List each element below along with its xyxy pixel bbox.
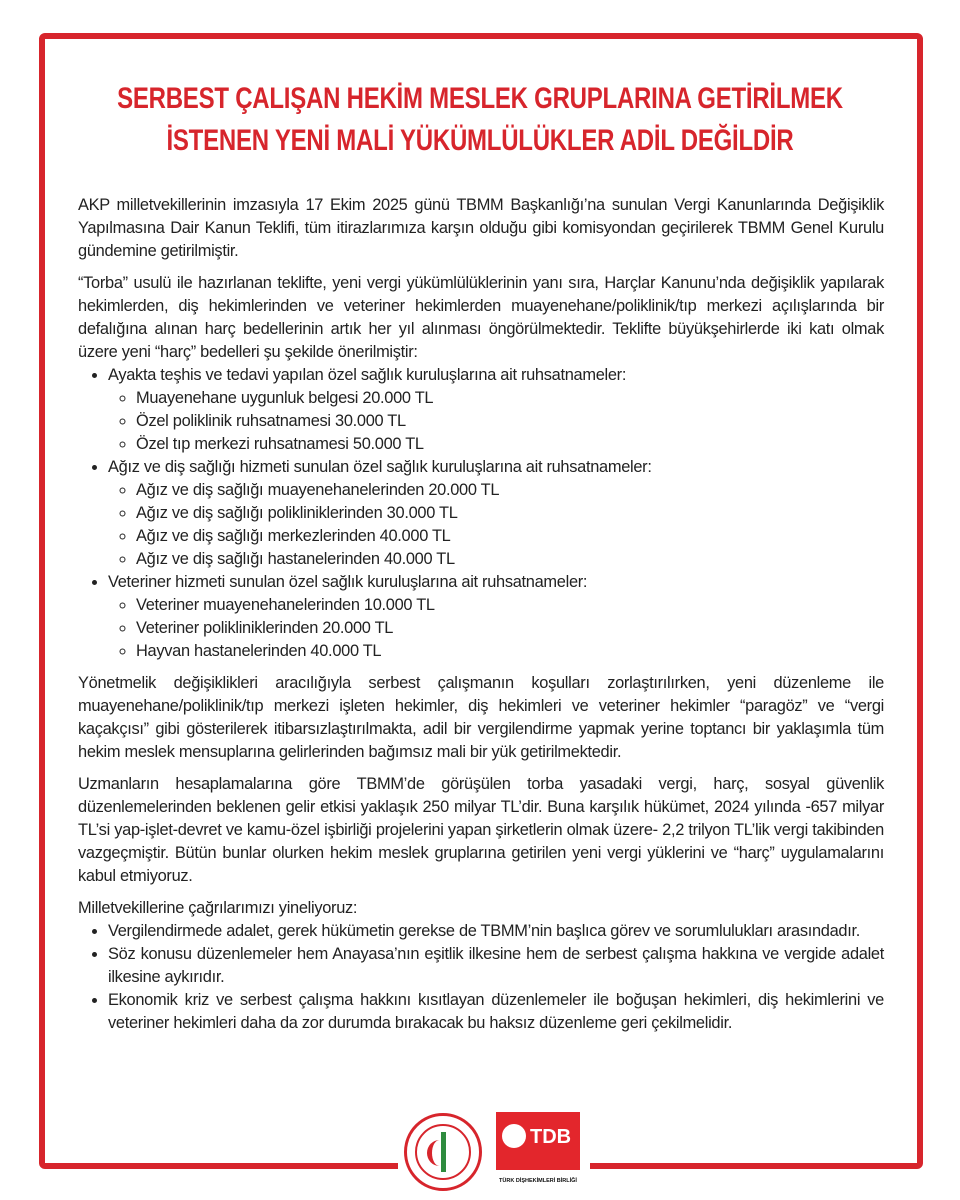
fee-item: ◦ Ağız ve diş sağlığı hastanelerinden 40.000 TL [136, 548, 884, 571]
tdb-abbr: TDB [530, 1126, 572, 1148]
fee-list [78, 364, 884, 663]
caduceus-icon [415, 1124, 471, 1180]
paragraph-3: Yönetmelik değişiklikleri aracılığıyla serbest çalışmanın koşulları zorlaştırılırken, yeni düzenleme ile muayenehane/poliklinik/tıp merkezi işleten hekimler, diş hekimleri ve veteriner hekimler “paragöz” ve “vergi kaçakçısı” gibi gösterilerek itibarsızlaştırılmakta, adil bir vergilendirme yapmak yerine toptancı bir yaklaşımla tüm hekim meslek mensuplarına gelirlerinden bağımsız mali bir yük getirilmektedir. [78, 674, 884, 761]
tdb-name: TÜRK DİŞHEKİMLERİ BİRLİĞİ [496, 1170, 580, 1192]
call-item: • Ekonomik kriz ve serbest çalışma hakkını kısıtlayan düzenlemeler ile boğuşan hekimleri, diş hekimlerini ve veteriner hekimleri daha da zor durumda bırakacak bu haksız düzenleme geri çekilmelidir. [108, 989, 884, 1035]
fee-group [108, 364, 884, 456]
fee-item: ◦ Özel poliklinik ruhsatnamesi 30.000 TL [136, 410, 884, 433]
call-list [78, 920, 884, 1035]
call-item: • Vergilendirmede adalet, gerek hükümetin gerekse de TBMM’nin başlıca görev ve sorumlulukları arasındadır. [108, 920, 884, 943]
fee-group-heading: Ayakta teşhis ve tedavi yapılan özel sağlık kuruluşlarına ait ruhsatnameler: [108, 366, 627, 384]
paragraph-4: Uzmanların hesaplamalarına göre TBMM’de görüşülen torba yasadaki vergi, harç, sosyal güvenlik düzenlemelerinden beklenen gelir etkisi yaklaşık 250 milyar TL’dir. Buna karşılık hükümet, 2024 yılında -657 milyar TL’si yap-işlet-devret ve kamu-özel işbirliği projelerini yapan şirketlerin olmak üzere- 2,2 trilyon TL’lik vergi takibinden vazgeçmiştir. Bütün bunlar olurken hekim meslek gruplarına getirilen yeni vergi yüklerini ve “harç” uygulamalarını kabul etmiyoruz. [78, 775, 884, 885]
document-body [78, 194, 884, 1044]
knot-icon [502, 1124, 526, 1148]
paragraph-5: Milletvekillerine çağrılarımızı yineliyoruz: [78, 899, 358, 917]
fee-group-heading: Ağız ve diş sağlığı hizmeti sunulan özel sağlık kuruluşlarına ait ruhsatnameler: [108, 458, 652, 476]
title-line-2: İSTENEN YENİ MALİ YÜKÜMLÜLÜKLER ADİL DEĞİLDİR [166, 124, 794, 157]
fee-item: ◦ Muayenehane uygunluk belgesi 20.000 TL [136, 387, 884, 410]
fee-item: ◦ Ağız ve diş sağlığı merkezlerinden 40.000 TL [136, 525, 884, 548]
fee-group [108, 456, 884, 571]
ttb-logo [404, 1113, 482, 1191]
fee-group-heading: Veteriner hizmeti sunulan özel sağlık kuruluşlarına ait ruhsatnameler: [108, 573, 588, 591]
paragraph-2: “Torba” usulü ile hazırlanan teklifte, yeni vergi yükümlülüklerinin yanı sıra, Harçlar Kanunu’nda değişiklik yapılarak hekimlerden, diş hekimlerinden ve veteriner hekimlerden muayenehane/poliklinik/tıp merkezi açılışlarında bir defalığına alınan harç bedellerinin artık her yıl alınması öngörülmektedir. Teklifte büyükşehirlerde iki katı olmak üzere yeni “harç” bedelleri şu şekilde önerilmiştir: [78, 274, 884, 361]
call-item: • Söz konusu düzenlemeler hem Anayasa’nın eşitlik ilkesine hem de serbest çalışma hakkına ve vergide adalet ilkesine aykırıdır. [108, 943, 884, 989]
fee-item: ◦ Ağız ve diş sağlığı muayenehanelerinden 20.000 TL [136, 479, 884, 502]
fee-group [108, 571, 884, 663]
fee-item: ◦ Hayvan hastanelerinden 40.000 TL [136, 640, 884, 663]
document-title [32, 78, 928, 162]
fee-item: ◦ Veteriner muayenehanelerinden 10.000 TL [136, 594, 884, 617]
paragraph-1: AKP milletvekillerinin imzasıyla 17 Ekim 2025 günü TBMM Başkanlığı’na sunulan Vergi Kanunlarında Değişiklik Yapılmasına Dair Kanun Teklifi, tüm itirazlarımıza karşın olduğu gibi komisyondan geçirilerek TBMM Genel Kurulu gündemine getirilmiştir. [78, 196, 884, 260]
logos [398, 1110, 590, 1194]
title-line-1: SERBEST ÇALIŞAN HEKİM MESLEK GRUPLARINA GETİRİLMEK [117, 82, 843, 115]
fee-item: ◦ Ağız ve diş sağlığı polikliniklerinden 30.000 TL [136, 502, 884, 525]
fee-item: ◦ Özel tıp merkezi ruhsatnamesi 50.000 TL [136, 433, 884, 456]
tdb-logo [496, 1112, 580, 1192]
fee-item: ◦ Veteriner polikliniklerinden 20.000 TL [136, 617, 884, 640]
